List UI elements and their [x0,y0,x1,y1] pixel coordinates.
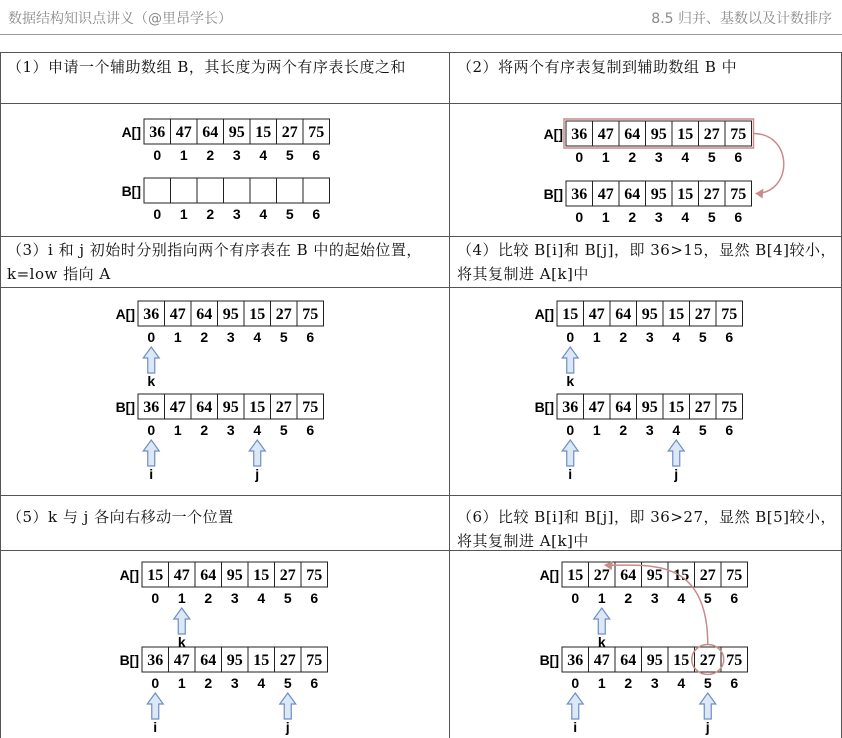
step-6-a-label: A[] [539,567,559,583]
step-4-b-cell-value: 95 [641,399,658,416]
k-pointer-label: k [147,373,156,389]
step-3-b-index: 4 [253,422,262,438]
step-1-b-index: 3 [232,206,241,222]
step-4-b-index: 6 [725,422,734,438]
j-pointer-label: j [705,719,710,735]
step-1-b-index: 0 [153,206,162,222]
step-2-a-label: A[] [543,126,563,142]
step-2-a-index: 6 [734,149,743,165]
step-3-b-index: 2 [200,422,209,438]
document-title: 数据结构知识点讲义（@里昂学长） [8,11,232,27]
step-4-a-index: 5 [698,329,707,345]
step-4-b-cell-value: 75 [721,399,738,416]
step-4-b-cell-value: 64 [615,399,632,416]
i-pointer-icon [567,693,583,719]
step-4-b-cell-value: 36 [562,399,579,416]
step-1-a-index: 3 [232,147,241,163]
step-4-b-index: 2 [619,422,628,438]
step-6-a-cell-value: 27 [699,567,716,584]
step-1-b-index: 6 [312,206,321,222]
step-4-a-label: A[] [534,306,554,322]
i-pointer-icon [562,440,578,466]
step-4-b-index: 4 [672,422,681,438]
step-6-b-label: B[] [539,652,559,668]
step-4-a-cell-value: 27 [694,306,711,323]
step-1-b-index: 4 [259,206,268,222]
step-2-a-index: 4 [681,149,690,165]
step-5-b-index: 5 [283,675,292,691]
step-3-b-label: B[] [115,399,135,415]
step-6-a-cell-value: 27 [593,567,610,584]
step-3-b-cell-value: 64 [196,399,213,416]
step-2-b-index: 1 [601,209,610,225]
step-6-a-cell-value: 75 [726,567,743,584]
step-2-b-cell-value: 15 [677,186,694,203]
step-6-a-cell-value: 95 [646,567,663,584]
step-5-a-index: 0 [151,590,160,606]
step-4-b-index: 1 [592,422,601,438]
k-pointer-label: k [566,373,575,389]
step-6-b-index: 5 [703,675,712,691]
k-pointer-label: k [597,634,606,650]
i-pointer-label: i [149,466,154,482]
step-6-b-cell-value: 15 [673,652,690,669]
step-2-b-cell-value: 64 [624,186,641,203]
step-4-b-index: 3 [645,422,654,438]
step-4-a-index: 4 [672,329,681,345]
step-4-b-cell-value: 27 [694,399,711,416]
step-4-a-cell-value: 15 [562,306,579,323]
step-2-a-cell-value: 64 [624,126,641,143]
step-6-a-index: 2 [624,590,633,606]
step-1-b-cell [277,178,304,203]
step-3-a-cell-value: 36 [143,306,160,323]
step-2-a-cell-value: 36 [571,126,588,143]
step-4-a-cell-value: 64 [615,306,632,323]
k-pointer-icon [562,347,578,373]
step-1-b-index: 5 [285,206,294,222]
step-5-a-index: 3 [230,590,239,606]
step-6-b-cell-value: 64 [620,652,637,669]
copy-arrowhead [756,189,764,199]
step-6-b-cell-value: 36 [567,652,584,669]
step-2-caption: （2）将两个有序表复制到辅助数组 B 中 [457,58,738,76]
step-5-a-index: 5 [283,590,292,606]
step-4-b-cell-value: 15 [668,399,685,416]
step-1-b-index: 1 [179,206,188,222]
step-4-a-index: 0 [566,329,575,345]
step-4-b-label: B[] [534,399,554,415]
step-2-b-cell-value: 47 [597,186,614,203]
step-4-a-cell-value: 15 [668,306,685,323]
step-3-b-cell-value: 27 [275,399,292,416]
step-6-a-index: 5 [703,590,712,606]
i-pointer-icon [147,693,163,719]
step-6-a-cell-value: 15 [673,567,690,584]
step-5-a-cell-value: 95 [226,567,243,584]
step-1-a-index: 2 [206,147,215,163]
step-4-a-index: 6 [725,329,734,345]
section-title: 8.5 归并、基数以及计数排序 [651,11,832,27]
j-pointer-icon [280,693,296,719]
step-1-a-cell-value: 75 [308,124,325,141]
step-6-a-cell-value: 15 [567,567,584,584]
step-2-a-cell-value: 75 [730,126,747,143]
step-2-a-index: 1 [601,149,610,165]
step-1-a-cell-value: 15 [255,124,272,141]
step-1-caption: （1）申请一个辅助数组 B，其长度为两个有序表长度之和 [7,58,406,76]
i-pointer-label: i [153,719,158,735]
step-5-b-cell-value: 95 [226,652,243,669]
j-pointer-label: j [285,719,290,735]
step-3-b-cell-value: 95 [222,399,239,416]
step-5-a-cell-value: 15 [253,567,270,584]
i-pointer-label: i [568,466,573,482]
step-3-a-index: 5 [279,329,288,345]
step-3-a-index: 3 [226,329,235,345]
step-3-a-cell-value: 75 [302,306,319,323]
step-3-b-cell-value: 75 [302,399,319,416]
step-5-b-index: 3 [230,675,239,691]
step-3-a-index: 0 [147,329,156,345]
step-3-b-cell-value: 36 [143,399,160,416]
step-6-b-cell-value: 95 [646,652,663,669]
step-2-b-index: 3 [654,209,663,225]
step-1-a-index: 4 [259,147,268,163]
step-6-b-index: 4 [677,675,686,691]
copy-arrow [754,134,784,194]
step-4-a-index: 1 [592,329,601,345]
step-5-b-index: 1 [177,675,186,691]
step-4-a-cell-value: 47 [588,306,605,323]
i-pointer-label: i [573,719,578,735]
step-3-b-cell-value: 47 [169,399,186,416]
j-pointer-icon [249,440,265,466]
step-1-a-index: 1 [179,147,188,163]
step-6-a-index: 1 [597,590,606,606]
step-3-b-index: 1 [173,422,182,438]
step-1-a-cell-value: 27 [281,124,298,141]
step-1-b-cell [303,178,330,203]
step-1-b-cell [144,178,171,203]
step-5-a-cell-value: 15 [147,567,164,584]
step-2-a-index: 2 [628,149,637,165]
step-2-a-cell-value: 15 [677,126,694,143]
k-pointer-icon [174,608,190,634]
step-2-b-index: 6 [734,209,743,225]
k-pointer-icon [143,347,159,373]
step-1-a-label: A[] [121,124,141,140]
j-pointer-icon [668,440,684,466]
step-5-a-index: 6 [310,590,319,606]
step-4-caption: （4）比较 B[i]和 B[j]，即 36>15，显然 B[4]较小，将其复制进 A[k]中 [457,241,837,283]
step-5-a-label: A[] [119,567,139,583]
step-5-a-cell-value: 64 [200,567,217,584]
step-2-b-cell-value: 36 [571,186,588,203]
step-5-caption: （5）k 与 j 各向右移动一个位置 [7,508,234,526]
step-5-b-index: 6 [310,675,319,691]
j-pointer-icon [700,693,716,719]
step-2-b-index: 4 [681,209,690,225]
step-2-b-cell-value: 75 [730,186,747,203]
step-5-b-label: B[] [119,652,139,668]
step-5-b-cell-value: 47 [173,652,190,669]
step-3-a-cell-value: 27 [275,306,292,323]
step-6-b-index: 1 [597,675,606,691]
step-6-b-cell-value: 75 [726,652,743,669]
step-2-a-cell-value: 47 [597,126,614,143]
step-3-caption: （3）i 和 j 初始时分别指向两个有序表在 B 中的起始位置，k=low 指向 A [7,241,422,283]
step-2-b-index: 5 [707,209,716,225]
step-6-a-index: 0 [571,590,580,606]
step-5-b-index: 4 [257,675,266,691]
step-6-a-index: 4 [677,590,686,606]
step-1-a-index: 5 [285,147,294,163]
k-pointer-icon [594,608,610,634]
step-5-a-index: 4 [257,590,266,606]
step-3-b-index: 6 [306,422,315,438]
step-6-b-index: 2 [624,675,633,691]
step-3-a-label: A[] [115,306,135,322]
step-6-b-index: 0 [571,675,580,691]
step-1-a-cell-value: 95 [228,124,245,141]
step-1-b-cell [197,178,224,203]
step-4-a-index: 3 [645,329,654,345]
step-6-caption: （6）比较 B[i]和 B[j]，即 36>27，显然 B[5]较小，将其复制进 A[k]中 [457,508,837,550]
k-pointer-label: k [177,634,186,650]
step-1-b-cell [250,178,277,203]
step-5-b-cell-value: 64 [200,652,217,669]
step-5-b-cell-value: 75 [306,652,323,669]
step-2-a-index: 5 [707,149,716,165]
step-3-a-index: 2 [200,329,209,345]
step-6-b-cell-value: 47 [593,652,610,669]
step-5-a-cell-value: 75 [306,567,323,584]
step-4-a-cell-value: 95 [641,306,658,323]
step-3-a-cell-value: 15 [249,306,266,323]
step-6-b-index: 3 [650,675,659,691]
step-2-a-cell-value: 95 [650,126,667,143]
step-4-b-index: 5 [698,422,707,438]
step-1-a-cell-value: 64 [202,124,219,141]
step-3-b-index: 5 [279,422,288,438]
step-5-b-cell-value: 27 [279,652,296,669]
step-3-b-index: 3 [226,422,235,438]
step-2-b-index: 2 [628,209,637,225]
step-5-b-index: 0 [151,675,160,691]
j-pointer-label: j [255,466,260,482]
step-3-b-cell-value: 15 [249,399,266,416]
step-1-b-cell [224,178,251,203]
step-1-a-cell-value: 36 [149,124,166,141]
step-3-a-cell-value: 64 [196,306,213,323]
step-6-b-cell-value: 27 [699,652,716,669]
step-6-a-index: 3 [650,590,659,606]
step-2-b-label: B[] [543,186,563,202]
step-4-a-index: 2 [619,329,628,345]
step-3-a-cell-value: 47 [169,306,186,323]
step-5-a-cell-value: 27 [279,567,296,584]
step-1-b-label: B[] [121,183,141,199]
step-5-a-index: 1 [177,590,186,606]
step-4-b-index: 0 [566,422,575,438]
step-3-a-index: 1 [173,329,182,345]
step-2-b-cell-value: 27 [703,186,720,203]
step-3-b-index: 0 [147,422,156,438]
step-1-a-index: 0 [153,147,162,163]
step-5-b-cell-value: 36 [147,652,164,669]
step-3-a-cell-value: 95 [222,306,239,323]
step-6-a-index: 6 [730,590,739,606]
step-2-b-index: 0 [575,209,584,225]
step-2-a-index: 3 [654,149,663,165]
step-3-a-index: 6 [306,329,315,345]
step-5-b-cell-value: 15 [253,652,270,669]
step-1-a-cell-value: 47 [175,124,192,141]
step-6-a-cell-value: 64 [620,567,637,584]
step-5-b-index: 2 [204,675,213,691]
step-4-a-cell-value: 75 [721,306,738,323]
step-5-a-index: 2 [204,590,213,606]
step-3-a-index: 4 [253,329,262,345]
step-2-a-cell-value: 27 [703,126,720,143]
i-pointer-icon [143,440,159,466]
step-2-b-cell-value: 95 [650,186,667,203]
j-pointer-label: j [674,466,679,482]
step-1-b-index: 2 [206,206,215,222]
step-6-b-index: 6 [730,675,739,691]
step-5-a-cell-value: 47 [173,567,190,584]
step-1-a-index: 6 [312,147,321,163]
step-1-b-cell [171,178,198,203]
step-4-b-cell-value: 47 [588,399,605,416]
step-2-a-index: 0 [575,149,584,165]
